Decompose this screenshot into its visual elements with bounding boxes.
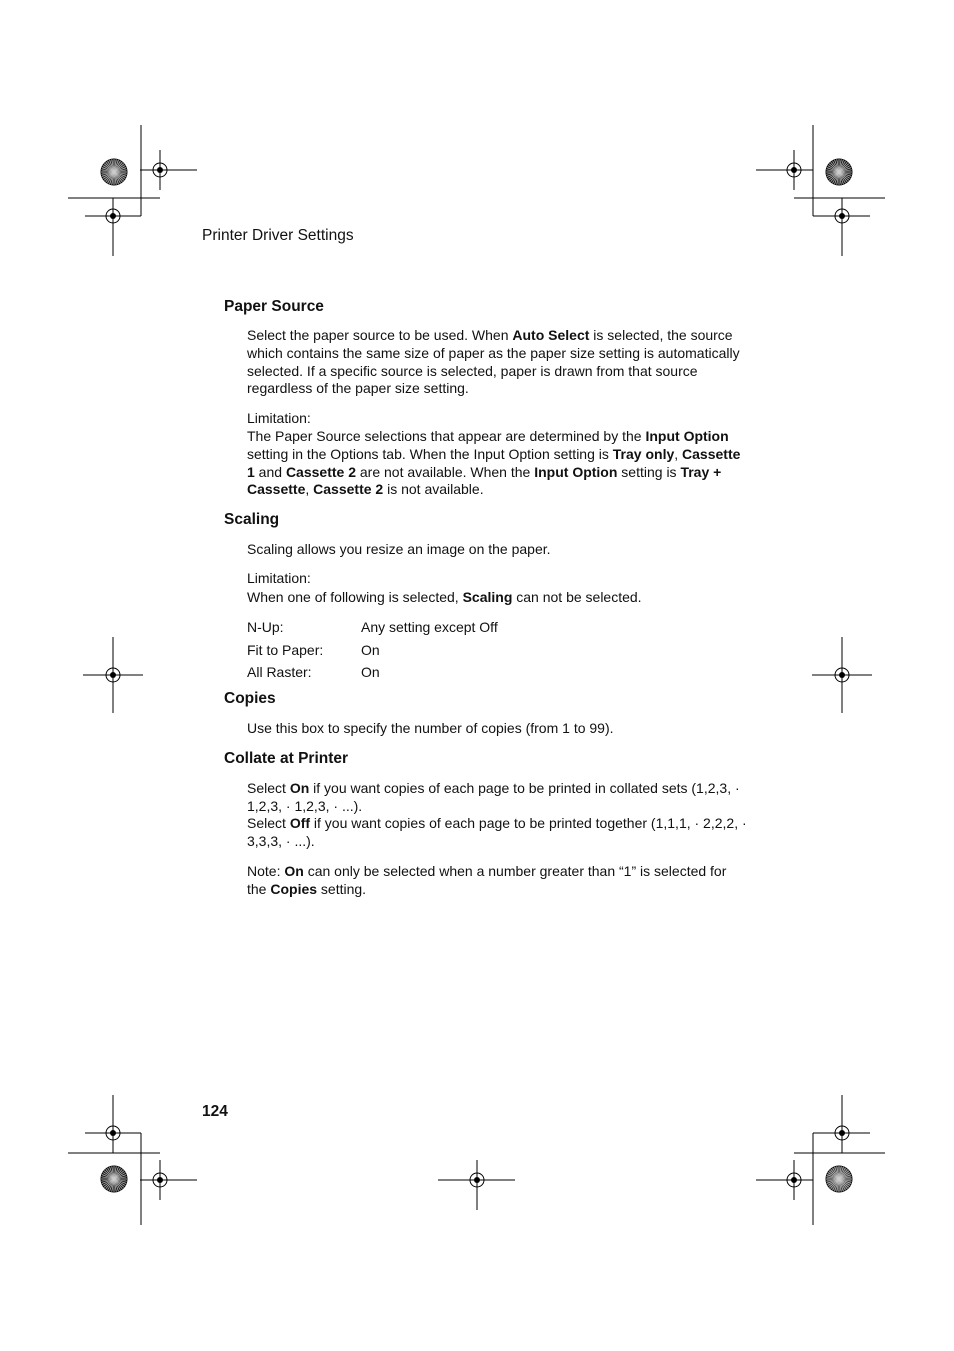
- heading-copies: Copies: [224, 690, 276, 707]
- text-run: setting is: [617, 463, 681, 480]
- paper-source-description: [247, 327, 747, 398]
- text-run: setting in the Options tab. When the Input Option setting is: [247, 445, 613, 462]
- scaling-limitation-label: Limitation:: [247, 570, 311, 586]
- text-run: ,: [305, 481, 314, 498]
- heading-scaling: Scaling: [224, 511, 280, 528]
- scaling-row-nup: [247, 619, 498, 635]
- bold-term: Scaling: [462, 589, 513, 605]
- starburst-target-icon: [826, 1166, 852, 1192]
- bold-term: Copies: [270, 880, 318, 897]
- bold-term: On: [284, 863, 304, 879]
- bold-term: Cassette 1: [247, 445, 741, 480]
- heading-collate-at-printer: Collate at Printer: [224, 750, 349, 767]
- text-run: can not be selected.: [512, 589, 642, 605]
- copies-description: Use this box to specify the number of copies (from 1 to 99).: [247, 720, 614, 736]
- text-run: Select: [247, 780, 290, 796]
- text-run: can only be selected when a number greater than “1” is selected for the: [247, 863, 727, 897]
- row-value: On: [361, 664, 380, 680]
- text-run: if you want copies of each page to be printed together (1,1,1, · 2,2,2, · 3,3,3, · ...).: [247, 815, 747, 849]
- text-run: and: [254, 463, 286, 480]
- paper-source-limitation: [247, 428, 747, 499]
- text-run: When one of following is selected,: [247, 589, 463, 605]
- starburst-target-icon: [826, 159, 852, 185]
- starburst-target-icon: [101, 159, 127, 185]
- scaling-limitation: [247, 589, 747, 607]
- bold-term: Cassette 2: [285, 463, 356, 480]
- row-value: Any setting except Off: [361, 619, 498, 635]
- scaling-row-fit-to-paper: [247, 642, 380, 658]
- running-header: Printer Driver Settings: [202, 227, 354, 244]
- text-run: is selected, the source which contains the same size of paper as the paper size setting is automatically selected. If a specific source is selected, paper is drawn from that source regardless of the paper size setting.: [247, 327, 740, 397]
- bold-term: Cassette 2: [313, 481, 384, 498]
- row-label: All Raster:: [247, 664, 312, 680]
- text-run: Select the paper source to be used. When: [247, 327, 513, 343]
- bold-term: Off: [289, 815, 311, 831]
- text-run: Select: [247, 815, 290, 831]
- bold-term: Auto Select: [512, 327, 590, 343]
- text-run: Note:: [247, 863, 285, 879]
- text-run: if you want copies of each page to be printed in collated sets (1,2,3, · 1,2,3, · 1,2,3, · ...).: [247, 780, 740, 814]
- text-run: setting.: [317, 880, 367, 897]
- row-label: N-Up:: [247, 619, 284, 635]
- starburst-target-icon: [101, 1166, 127, 1192]
- bold-term: On: [289, 780, 310, 796]
- text-run: The Paper Source selections that appear are determined by the: [247, 428, 646, 444]
- row-value: On: [361, 642, 380, 658]
- bold-term: Input Option: [645, 428, 729, 444]
- text-run: are not available. When the: [355, 463, 535, 480]
- collate-off-description: [247, 815, 747, 851]
- scaling-row-all-raster: [247, 664, 380, 680]
- heading-paper-source: Paper Source: [224, 298, 324, 315]
- text-run: is not available.: [383, 481, 484, 498]
- page-number: 124: [202, 1103, 228, 1120]
- row-label: Fit to Paper:: [247, 642, 324, 658]
- text-run: ,: [674, 445, 683, 462]
- scaling-description: Scaling allows you resize an image on the paper.: [247, 541, 551, 557]
- bold-term: Tray only: [612, 445, 675, 462]
- paper-source-limitation-label: Limitation:: [247, 410, 311, 426]
- collate-note: [247, 863, 747, 899]
- collate-on-description: [247, 780, 747, 816]
- bold-term: Input Option: [534, 463, 618, 480]
- bold-term: Tray + Cassette: [247, 463, 722, 498]
